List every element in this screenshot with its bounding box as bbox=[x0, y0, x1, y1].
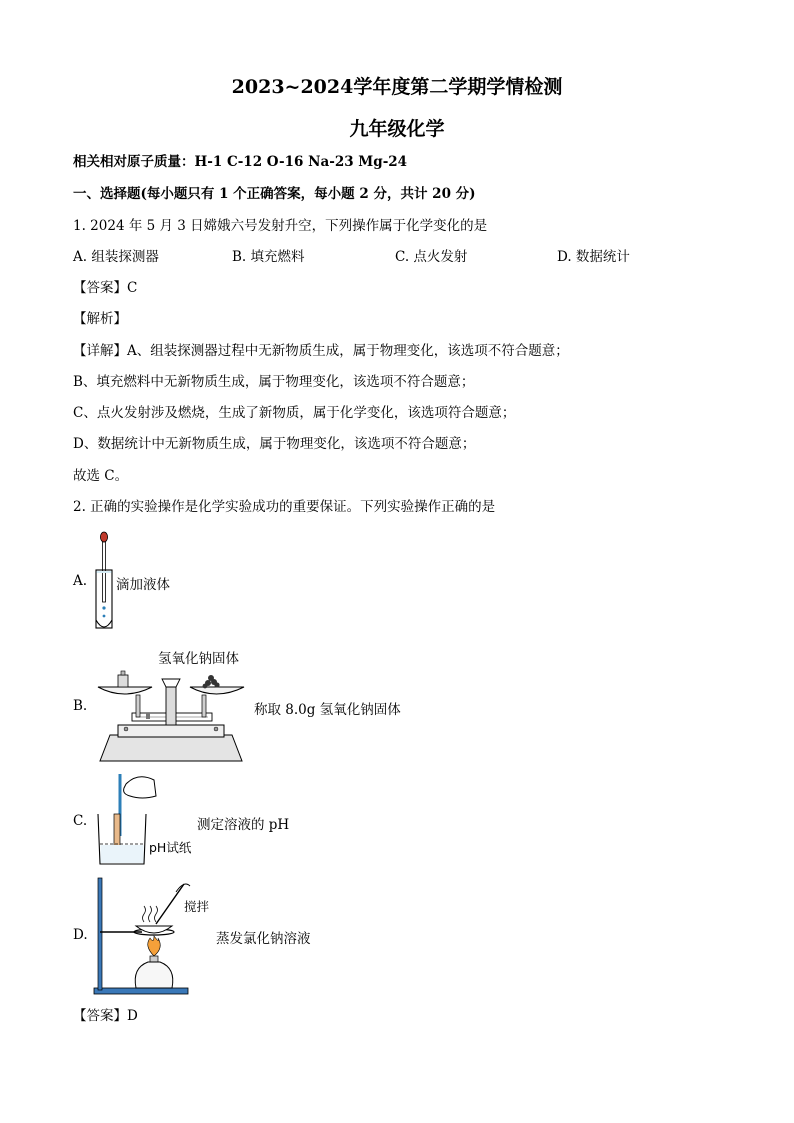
ph-paper-label: pH试纸 bbox=[149, 840, 192, 855]
q1-option-c: C. 点火发射 bbox=[395, 249, 468, 265]
q1-detail-line: B、填充燃料中无新物质生成，属于物理变化，该选项不符合题意； bbox=[73, 374, 475, 390]
q2-answer: 【答案】D bbox=[73, 1008, 138, 1024]
q2-option-d-text: 蒸发氯化钠溶液 bbox=[216, 931, 311, 947]
q1-detail-line: D、数据统计中无新物质生成，属于物理变化，该选项不符合题意； bbox=[73, 436, 476, 452]
q2-option-a-text: 滴加液体 bbox=[116, 577, 170, 593]
balance-figure bbox=[96, 665, 246, 767]
q1-detail-line: 【详解】A、组装探测器过程中无新物质生成，属于物理变化，该选项不符合题意； bbox=[73, 343, 569, 359]
q1-option-d: D. 数据统计 bbox=[557, 249, 630, 265]
q1-answer: 【答案】C bbox=[73, 280, 138, 296]
exam-subtitle: 九年级化学 bbox=[349, 118, 445, 140]
q2-option-c-text: 测定溶液的 pH bbox=[197, 817, 290, 833]
q2-option-c-letter: C. bbox=[73, 813, 88, 829]
atomic-masses: 相关相对原子质量：H-1 C-12 O-16 Na-23 Mg-24 bbox=[73, 154, 408, 170]
q1-detail-line: C、点火发射涉及燃烧，生成了新物质，属于化学变化，该选项符合题意； bbox=[73, 405, 516, 421]
q2-option-b-text: 称取 8.0g 氢氧化钠固体 bbox=[254, 702, 401, 718]
dropper-test-tube-figure bbox=[92, 530, 116, 632]
q2-stem: 2. 正确的实验操作是化学实验成功的重要保证。下列实验操作正确的是 bbox=[73, 499, 496, 515]
q2-option-b-letter: B. bbox=[73, 698, 88, 714]
q1-analysis-label: 【解析】 bbox=[73, 311, 127, 327]
q1-conclusion: 故选 C。 bbox=[73, 468, 129, 484]
q1-stem: 1. 2024 年 5 月 3 日嫦娥六号发射升空，下列操作属于化学变化的是 bbox=[73, 218, 488, 234]
q1-option-a: A. 组装探测器 bbox=[73, 249, 159, 265]
exam-title: 2023~2024学年度第二学期学情检测 bbox=[231, 76, 563, 98]
q2-option-a-letter: A. bbox=[73, 573, 88, 589]
stir-label: 搅拌 bbox=[184, 899, 210, 914]
naoh-solid-label: 氢氧化钠固体 bbox=[158, 651, 239, 667]
evaporation-figure bbox=[92, 876, 192, 996]
section-heading: 一、选择题(每小题只有 1 个正确答案，每小题 2 分，共计 20 分) bbox=[73, 186, 476, 202]
q1-option-b: B. 填充燃料 bbox=[232, 249, 305, 265]
q2-option-d-letter: D. bbox=[73, 927, 88, 943]
